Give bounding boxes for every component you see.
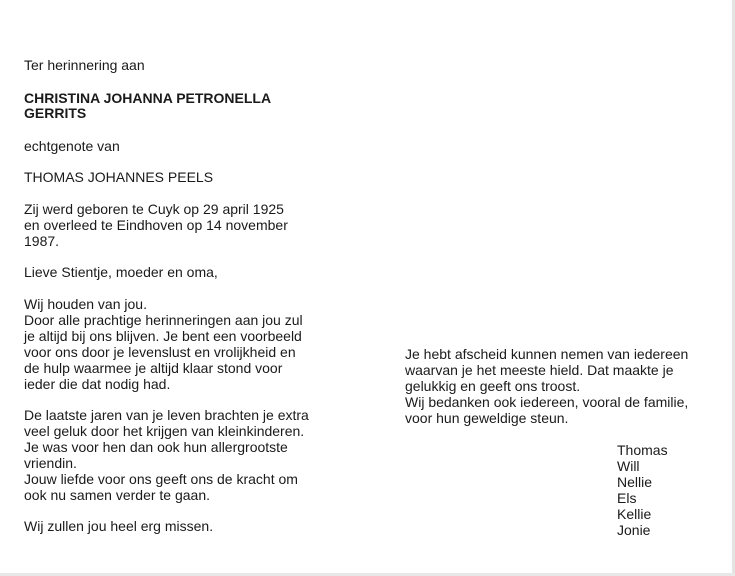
paragraph2-line: Jouw liefde voor ons geeft ons de kracht om	[24, 471, 298, 487]
signatory-name: Will	[617, 458, 640, 474]
paragraph1-line: Door alle prachtige herinneringen aan jou zul	[24, 312, 303, 328]
paragraph2-line: ook nu samen verder te gaan.	[24, 487, 211, 503]
signatory-name: Jonie	[617, 522, 651, 538]
signatory-name: Kellie	[617, 506, 652, 522]
right-text-line: waarvan je het meeste hield. Dat maakte je	[405, 362, 674, 378]
signatory-name: Nellie	[617, 474, 653, 490]
deceased-name-line1: CHRISTINA JOHANNA PETRONELLA	[24, 90, 272, 106]
bio-line: en overleed te Eindhoven op 14 november	[24, 217, 288, 233]
paragraph1-line: ieder die dat nodig had.	[24, 376, 171, 392]
signatory-name: Thomas	[617, 442, 668, 458]
signatory-name: Els	[617, 490, 637, 506]
paragraph1-line: Wij houden van jou.	[24, 296, 147, 312]
right-text-line: Je hebt afscheid kunnen nemen van iedereen	[405, 346, 689, 362]
right-text-line: gelukkig en geeft ons troost.	[405, 378, 581, 394]
bio-line: Zij werd geboren te Cuyk op 29 april 1925	[24, 201, 284, 217]
greeting: Lieve Stientje, moeder en oma,	[24, 264, 218, 280]
spouse-label: echtgenote van	[24, 138, 120, 154]
closing-line: Wij zullen jou heel erg missen.	[24, 518, 214, 534]
paragraph1-line: je altijd bij ons blijven. Je bent een voorbeeld	[24, 328, 302, 344]
spouse-name: THOMAS JOHANNES PEELS	[24, 169, 214, 185]
paragraph2-line: De laatste jaren van je leven brachten je extra	[24, 407, 309, 423]
paragraph2-line: Je was voor hen dan ook hun allergrootste	[24, 439, 288, 455]
right-text-line: Wij bedanken ook iedereen, vooral de familie,	[405, 394, 689, 410]
paragraph2-line: vriendin.	[24, 455, 77, 471]
deceased-name-line2: GERRITS	[24, 105, 87, 121]
paragraph2-line: veel geluk door het krijgen van kleinkinderen.	[24, 423, 305, 439]
paragraph1-line: de hulp waarmee je altijd klaar stond voor	[24, 360, 283, 376]
bio-line: 1987.	[24, 233, 60, 249]
paragraph1-line: voor ons door je levenslust en vrolijkheid en	[24, 344, 296, 360]
right-text-line: voor hun geweldige steun.	[405, 410, 569, 426]
intro-text: Ter herinnering aan	[24, 57, 145, 73]
